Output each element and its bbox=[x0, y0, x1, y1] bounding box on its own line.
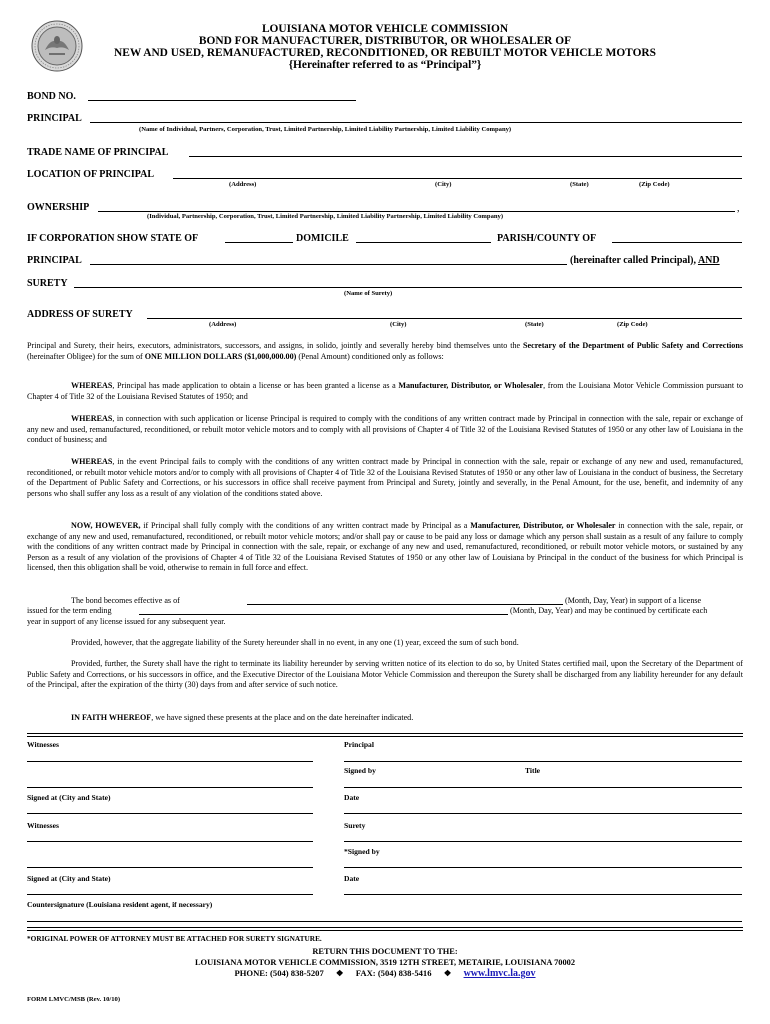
bond-no-field[interactable] bbox=[88, 100, 356, 101]
paragraph-faith: IN FAITH WHEREOF, we have signed these presents at the place and on the date hereinafter indicated. bbox=[71, 713, 414, 722]
term-ending-label: issued for the term ending bbox=[27, 606, 112, 615]
witnesses-label-2: Witnesses bbox=[27, 821, 59, 830]
witnesses-label-1: Witnesses bbox=[27, 740, 59, 749]
date-line-1[interactable] bbox=[344, 813, 742, 814]
date-label-2: Date bbox=[344, 874, 360, 883]
countersignature-label: Countersignature (Louisiana resident agent, if necessary) bbox=[27, 900, 213, 909]
location-state-hint: (State) bbox=[570, 181, 589, 188]
corp-state-field[interactable] bbox=[225, 242, 293, 243]
location-label: LOCATION OF PRINCIPAL bbox=[27, 169, 155, 180]
corp-state-label: IF CORPORATION SHOW STATE OF bbox=[27, 233, 199, 244]
return-heading: RETURN THIS DOCUMENT TO THE: bbox=[312, 947, 458, 956]
surety-sign-line[interactable] bbox=[344, 841, 742, 842]
ownership-hint: (Individual, Partnership, Corporation, Trust, Limited Partnership, Limited Liability Partnership, Limited Liability Company) bbox=[147, 213, 504, 220]
principal2-field[interactable] bbox=[90, 264, 567, 265]
effective-date-line: The bond becomes effective as of bbox=[71, 596, 180, 605]
domicile-field[interactable] bbox=[356, 242, 491, 243]
signature-bottom-rule bbox=[27, 927, 743, 931]
surety-sign-label: Surety bbox=[344, 821, 366, 830]
header-subtitle-2: NEW AND USED, REMANUFACTURED, RECONDITIONED, OR REBUILT MOTOR VEHICLE MOTORS bbox=[114, 47, 656, 59]
diamond-icon: ❖ bbox=[443, 968, 452, 978]
date-line-2[interactable] bbox=[344, 894, 742, 895]
paragraph-aggregate: Provided, however, that the aggregate liability of the Surety hereunder shall in no event, in any one (1) year, exceed the sum of such bond. bbox=[71, 638, 519, 647]
surety-address-label: ADDRESS OF SURETY bbox=[27, 309, 133, 320]
principal-label: PRINCIPAL bbox=[27, 113, 82, 124]
witness-line-3[interactable] bbox=[27, 841, 313, 842]
paragraph-termination: Provided, further, the Surety shall have the right to terminate its liability hereunder by serving written notice of its election to do so, by United States certified mail, upon the Secretary of the Department of Public Safety and Corrections, or his successors in office, and the Executive Director of the Louisiana Motor Vehicle Commission and thereupon the Surety shall be discharged from any liability hereunder for any default of the Principal, after the expiration of the thirty (30) days from and after service of such notice. bbox=[27, 659, 743, 690]
signed-by-label-2: *Signed by bbox=[344, 847, 380, 856]
title-label: Title bbox=[525, 766, 541, 775]
surety-label: SURETY bbox=[27, 278, 68, 289]
paragraph-whereas-3: WHEREAS, in the event Principal fails to comply with the conditions of any written contract made by Principal in connection with the sale, repair or exchange of any new and used, remanufactured, reconditioned, or rebuilt motor vehicle motors and/or to comply with all provisions of Chapter 4 of Title 32 of the Louisiana Revised Statutes of 1950 or any other law of Louisiana in the conduct of business, the Secretary of the Department of Public Safety and Corrections, or his successors in office shall receive payment from Principal and Surety, jointly and severally, in the Penal Amount, for the use, benefit, and indemnity of any persons who shall suffer any loss as a result of any violation of the conditions stated above. bbox=[27, 457, 743, 498]
term-ending-field[interactable] bbox=[139, 614, 508, 615]
signature-top-rule bbox=[27, 733, 743, 737]
surety-city-hint: (City) bbox=[390, 321, 407, 328]
effective-date-field[interactable] bbox=[247, 604, 563, 605]
location-address-hint: (Address) bbox=[229, 181, 257, 188]
paragraph-whereas-2: WHEREAS, in connection with such application or license Principal is required to comply with the conditions of any written contract made by Principal in connection with the sale, repair or exchange of any new and used, remanufactured, reconditioned, or rebuilt motor vehicle motors and to comply with all provisions of Chapter 4 of Title 32 of the Louisiana Revised Statutes of 1950 or any other law of Louisiana in the conduct of business; and bbox=[27, 414, 743, 445]
return-address: LOUISIANA MOTOR VEHICLE COMMISSION, 3519 12TH STREET, METAIRIE, LOUISIANA 70002 bbox=[194, 958, 576, 967]
fax-text: FAX: (504) 838-5416 bbox=[355, 968, 432, 978]
diamond-icon: ❖ bbox=[335, 968, 344, 978]
location-zip-hint: (Zip Code) bbox=[639, 181, 670, 188]
signed-by-line[interactable] bbox=[344, 787, 742, 788]
signed-at-label-1: Signed at (City and State) bbox=[27, 793, 111, 802]
signed-at-line-1[interactable] bbox=[27, 813, 313, 814]
form-number: FORM LMVC/MSB (Rev. 10/10) bbox=[27, 996, 121, 1003]
phone-text: PHONE: (504) 838-5207 bbox=[234, 968, 324, 978]
domicile-label: DOMICILE bbox=[296, 233, 349, 244]
and-label: AND bbox=[697, 255, 720, 266]
ownership-end: , bbox=[737, 203, 740, 214]
signed-at-line-2[interactable] bbox=[27, 894, 313, 895]
website-link[interactable]: www.lmvc.la.gov bbox=[463, 968, 536, 979]
ownership-label: OWNERSHIP bbox=[27, 202, 90, 213]
term-ending-continuation: year in support of any license issued for any subsequent year. bbox=[27, 617, 226, 626]
date-label-1: Date bbox=[344, 793, 360, 802]
header-subtitle-3: {Hereinafter referred to as “Principal”} bbox=[288, 59, 482, 71]
principal-sign-line[interactable] bbox=[344, 761, 742, 762]
location-city-hint: (City) bbox=[435, 181, 452, 188]
location-field[interactable] bbox=[173, 178, 742, 179]
surety-address-field[interactable] bbox=[147, 318, 742, 319]
paragraph-now-however: NOW, HOWEVER, if Principal shall fully comply with the conditions of any written contract made by Principal as a Manufacturer, Distributor, or Wholesaler in connection with the sale, repair, or exchange of any new and used, remanufactured, reconditioned, or rebuilt motor vehicle motors; and/or shall pay or cause to be paid any loss or damage which any person shall sustain as a result of any failure to comply with the conditions of any written contract made by Principal in connection with the sale, repair, or exchange of any new and used, remanufactured, reconditioned, or rebuilt motor vehicle motors, or sustained by any Person as a result of any violation of the provisions of Chapter 4 of Title 32 of the Louisiana Revised Statutes of 1950 or any other law of Louisiana by Principal in the conduct of the business for which Principal is licensed, then this obligation shall be void, otherwise to remain in full force and effect. bbox=[27, 521, 744, 573]
power-of-attorney-note: *ORIGINAL POWER OF ATTORNEY MUST BE ATTACHED FOR SURETY SIGNATURE. bbox=[27, 934, 322, 943]
principal-hint: (Name of Individual, Partners, Corporation, Trust, Limited Partnership, Limited Liability Partnership, Limited Liability Company) bbox=[139, 126, 512, 133]
signed-by-line-2[interactable] bbox=[344, 867, 742, 868]
surety-hint: (Name of Surety) bbox=[344, 290, 393, 297]
witness-line-4[interactable] bbox=[27, 867, 313, 868]
principal-field[interactable] bbox=[90, 122, 742, 123]
principal2-label: PRINCIPAL bbox=[27, 255, 82, 266]
surety-state-hint: (State) bbox=[525, 321, 544, 328]
trade-name-field[interactable] bbox=[189, 156, 742, 157]
surety-field[interactable] bbox=[74, 287, 742, 288]
paragraph-whereas-1: WHEREAS, Principal has made application to obtain a license or has been granted a license as a Manufacturer, Distributor, or Wholesaler, from the Louisiana Motor Vehicle Commission pursuant to Chapter 4 of Title 32 of the Louisiana Revised Statutes of 1950; and bbox=[27, 381, 743, 401]
term-ending-suffix: (Month, Day, Year) and may be continued by certificate each bbox=[510, 606, 708, 615]
ownership-field[interactable] bbox=[98, 211, 735, 212]
signed-by-label: Signed by bbox=[344, 766, 376, 775]
principal2-suffix: (hereinafter called Principal), AND bbox=[570, 255, 720, 266]
trade-name-label: TRADE NAME OF PRINCIPAL bbox=[27, 147, 169, 158]
header-subtitle-1: BOND FOR MANUFACTURER, DISTRIBUTOR, OR WHOLESALER OF bbox=[198, 35, 572, 47]
witness-line-2[interactable] bbox=[27, 787, 313, 788]
countersignature-line[interactable] bbox=[27, 921, 742, 922]
witness-line-1[interactable] bbox=[27, 761, 313, 762]
signed-at-label-2: Signed at (City and State) bbox=[27, 874, 111, 883]
surety-zip-hint: (Zip Code) bbox=[617, 321, 648, 328]
parish-field[interactable] bbox=[612, 242, 742, 243]
parish-label: PARISH/COUNTY OF bbox=[497, 233, 597, 244]
bond-no-label: BOND NO. bbox=[27, 91, 76, 102]
effective-date-suffix: (Month, Day, Year) in support of a license bbox=[565, 596, 702, 605]
paragraph-bind: Principal and Surety, their heirs, executors, administrators, successors, and assigns, in solido, jointly and severally hereby bind themselves unto the Secretary of the Department of Public Safety and Corrections (hereinafter Obligee) for the sum of ONE MILLION DOLLARS ($1,000,000.00) (Penal Amount) conditioned only as follows: bbox=[27, 341, 743, 361]
surety-address-hint: (Address) bbox=[209, 321, 237, 328]
header-title: LOUISIANA MOTOR VEHICLE COMMISSION bbox=[261, 23, 509, 35]
principal-sign-label: Principal bbox=[344, 740, 374, 749]
contact-row bbox=[0, 968, 770, 979]
